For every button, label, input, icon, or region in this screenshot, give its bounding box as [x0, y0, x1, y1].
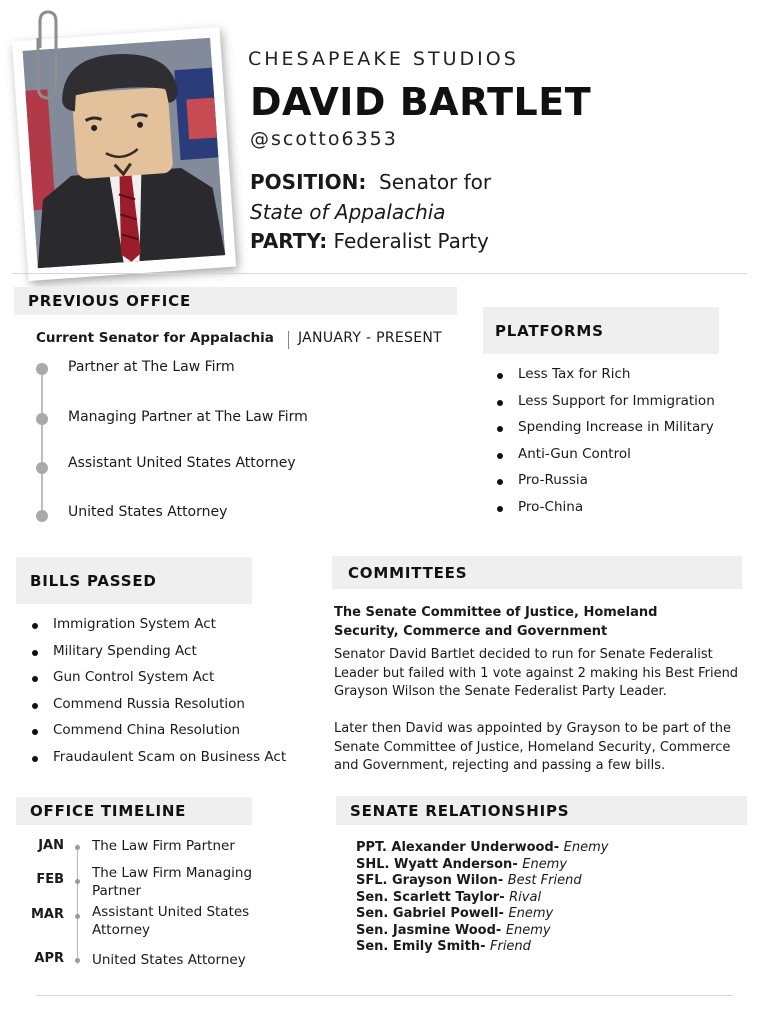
relationship-entry: SFL. Grayson Wilon- Best Friend	[356, 873, 582, 888]
list-item: Military Spending Act	[32, 642, 286, 669]
party-line	[250, 229, 489, 253]
bullet-icon	[497, 506, 503, 512]
list-item: Immigration System Act	[32, 615, 286, 642]
bills-heading-text: BILLS PASSED	[30, 571, 157, 590]
timeline-dot	[75, 914, 80, 919]
timeline-dot	[75, 879, 80, 884]
list-item: Pro-China	[497, 498, 715, 525]
previous-office-item: Managing Partner at The Law Firm	[68, 409, 308, 425]
timeline-month: JAN	[38, 838, 64, 853]
relationship-name: Sen. Emily Smith	[356, 939, 481, 954]
timeline-month: APR	[34, 951, 64, 966]
bullet-icon	[497, 400, 503, 406]
relationship-name: SFL. Grayson Wilon	[356, 873, 498, 888]
timeline-month: FEB	[36, 872, 64, 887]
relationship-name: Sen. Gabriel Powell	[356, 906, 499, 921]
relationship-name: Sen. Jasmine Wood	[356, 922, 496, 938]
timeline-dot	[75, 958, 80, 963]
current-office: Current Senator for Appalachia	[36, 330, 274, 346]
previous-office-item: Partner at The Law Firm	[68, 359, 235, 375]
committee-paragraph: Later then David was appointed by Grayson to be part of the Senate Committee of Justice, Homeland Security, Commerce and Government, rejecting and passing a few bills.	[334, 721, 732, 773]
bills-list	[32, 615, 286, 774]
list-item: Less Support for Immigration	[497, 392, 715, 419]
position-state: State of Appalachia	[250, 200, 446, 224]
relationship-name: PPT. Alexander Underwood	[356, 840, 554, 855]
relationship-entry: Sen. Jasmine Wood- Enemy	[356, 922, 551, 938]
current-office-dates: JANUARY - PRESENT	[298, 330, 442, 346]
bullet-icon	[497, 453, 503, 459]
list-item: Less Tax for Rich	[497, 365, 715, 392]
timeline-month: MAR	[30, 907, 64, 922]
bullet-icon	[32, 676, 38, 682]
relationship-type: Enemy	[522, 856, 568, 872]
office-timeline-line	[77, 844, 78, 964]
committee-name-line: Security, Commerce and Government	[334, 624, 608, 639]
relationship-type: Friend	[490, 939, 531, 954]
relationship-type: Enemy	[563, 840, 609, 855]
relationship-entry: Sen. Scarlett Taylor- Rival	[356, 889, 542, 905]
bullet-icon	[497, 426, 503, 432]
relationship-entry: Sen. Emily Smith- Friend	[356, 939, 531, 954]
relationship-entry: Sen. Gabriel Powell- Enemy	[356, 906, 554, 921]
bullet-icon	[497, 479, 503, 485]
position-state-line	[250, 200, 446, 224]
current-office-divider	[288, 331, 289, 349]
header-divider	[12, 273, 747, 274]
platforms-heading-text: PLATFORMS	[495, 321, 604, 340]
relationship-type: Enemy	[508, 906, 554, 921]
paperclip-icon	[26, 8, 68, 104]
committee-paragraph: Senator David Bartlet decided to run for Senate Federalist Leader but failed with 1 vote against 2 making his Best Friend Grayson Wilson the Senate Federalist Party Leader.	[334, 647, 739, 699]
list-item: Spending Increase in Military	[497, 418, 715, 445]
previous-office-heading-text: PREVIOUS OFFICE	[28, 292, 192, 310]
page-title: DAVID BARTLET	[250, 80, 592, 124]
office-timeline-heading	[16, 797, 252, 825]
relationship-name: SHL. Wyatt Anderson	[356, 856, 513, 872]
timeline-dot	[36, 462, 48, 474]
footer-divider	[36, 995, 733, 996]
committee-name	[334, 603, 664, 641]
user-handle: @scotto6353	[250, 128, 398, 150]
office-timeline-heading-text: OFFICE TIMELINE	[30, 802, 187, 820]
platforms-list	[497, 365, 715, 524]
party-value: Federalist Party	[333, 229, 489, 253]
position-line	[250, 170, 491, 194]
timeline-entry: The Law Firm Managing Partner	[92, 865, 253, 899]
timeline-dot	[36, 363, 48, 375]
committee-name-line: The Senate Committee of Justice, Homeland	[334, 605, 658, 620]
list-item: Commend Russia Resolution	[32, 695, 286, 722]
timeline-entry: Assistant United States Attorney	[92, 904, 250, 938]
previous-office-timeline-line	[41, 368, 43, 518]
committees-heading	[332, 556, 742, 589]
position-value: Senator for	[379, 170, 492, 194]
previous-office-item: United States Attorney	[68, 504, 228, 520]
relationship-type: Rival	[509, 889, 542, 905]
bullet-icon	[32, 703, 38, 709]
list-item: Gun Control System Act	[32, 668, 286, 695]
previous-office-heading	[14, 287, 457, 315]
bills-heading	[16, 557, 252, 604]
bullet-icon	[497, 373, 503, 379]
bullet-icon	[32, 623, 38, 629]
bullet-icon	[32, 756, 38, 762]
relationships-heading	[336, 796, 747, 825]
list-item: Commend China Resolution	[32, 721, 286, 748]
studio-name: CHESAPEAKE STUDIOS	[248, 48, 519, 70]
list-item: Pro-Russia	[497, 471, 715, 498]
platforms-heading	[483, 307, 719, 354]
relationship-type: Best Friend	[507, 873, 582, 888]
timeline-dot	[36, 413, 48, 425]
previous-office-item: Assistant United States Attorney	[68, 455, 296, 471]
relationships-heading-text: SENATE RELATIONSHIPS	[350, 801, 570, 820]
timeline-dot	[75, 845, 80, 850]
timeline-entry: United States Attorney	[92, 952, 246, 968]
relationship-name: Sen. Scarlett Taylor	[356, 889, 500, 905]
bullet-icon	[32, 650, 38, 656]
relationship-type: Enemy	[505, 922, 551, 938]
list-item: Anti-Gun Control	[497, 445, 715, 472]
committees-heading-text: COMMITTEES	[348, 563, 468, 582]
bullet-icon	[32, 729, 38, 735]
relationship-entry: PPT. Alexander Underwood- Enemy	[356, 840, 609, 855]
timeline-entry: The Law Firm Partner	[92, 838, 235, 854]
list-item: Fraudaulent Scam on Business Act	[32, 748, 286, 775]
party-label: PARTY:	[250, 229, 328, 253]
position-label: POSITION:	[250, 170, 367, 194]
relationship-entry: SHL. Wyatt Anderson- Enemy	[356, 856, 568, 872]
timeline-dot	[36, 510, 48, 522]
